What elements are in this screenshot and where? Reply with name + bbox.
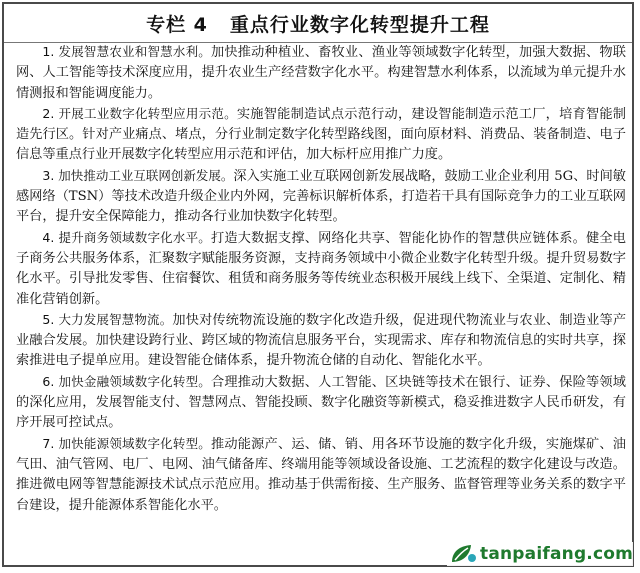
paragraph-finance <box>16 372 626 434</box>
column-header <box>4 4 632 43</box>
paragraph-lead: 2. 开展工业数字化转型应用示范。 <box>42 105 237 121</box>
column-label: 专栏 4 <box>146 13 208 36</box>
paragraph-logistics <box>16 310 626 372</box>
paragraph-lead: 7. 加快能源领域数字化转型。 <box>42 435 211 451</box>
paragraph-lead: 5. 大力发展智慧物流。 <box>42 311 173 327</box>
paragraph-text: 打造大数据支撑、网络化共享、智能化协作的智慧供应链体系。健全电子商务公共服务体系，汇聚数字赋能服务资源，支持商务领域中小微企业数字化转型升级。提升贸易数字化水平。引导批发零售、住宿餐饮、租赁和商务服务等传统业态积极开展线上线下、全渠道、定制化、精准化营销创新。 <box>16 230 626 307</box>
paragraph-text: 推动能源产、运、储、销、用各环节设施的数字化升级，实施煤矿、油气田、油气管网、电厂、电网、油气储备库、终端用能等领域设备设施、工艺流程的数字化建设与改造。推进微电网等智慧能源技术试点示范应用。推动基于供需衔接、生产服务、监督管理等业务关系的数字平台建设，提升能源体系智能化水平。 <box>16 436 626 513</box>
paragraph-text: 实施智能制造试点示范行动，建设智能制造示范工厂，培育智能制造先行区。针对产业痛点、堵点，分行业制定数字化转型路线图，面向原材料、消费品、装备制造、电子信息等重点行业开展数字化转型应用示范和评估，加大标杆应用推广力度。 <box>16 106 626 163</box>
watermark-text: tanpaifang.com <box>480 544 634 564</box>
paragraph-lead: 4. 提升商务领域数字化水平。 <box>42 229 211 245</box>
column-title: 重点行业数字化转型提升工程 <box>229 13 490 36</box>
column-content <box>16 42 626 516</box>
paragraph-lead: 3. 加快推动工业互联网创新发展。 <box>42 167 234 183</box>
paragraph-energy <box>16 434 626 516</box>
paragraph-text: 合理推动大数据、人工智能、区块链等技术在银行、证券、保险等领域的深化应用，发展智能支付、智慧网点、智能投顾、数字化融资等新模式，稳妥推进数字人民币研发，有序开展可控试点。 <box>16 374 626 431</box>
paragraph-commerce <box>16 228 626 310</box>
leaf-logo-icon <box>449 543 477 565</box>
paragraph-text: 加快推动种植业、畜牧业、渔业等领域数字化转型，加强大数据、物联网、人工智能等技术深度应用，提升农业生产经营数字化水平。构建智慧水利体系，以流域为单元提升水情测报和智能调度能力。 <box>16 45 626 101</box>
paragraph-industrial-internet <box>16 166 626 228</box>
paragraph-lead: 1. 发展智慧农业和智慧水利。 <box>42 44 211 59</box>
paragraph-industry <box>16 104 626 166</box>
paragraph-text: 深入实施工业互联网创新发展战略，鼓励工业企业利用 5G、时间敏感网络（TSN）等技术改造升级企业内外网，完善标识解析体系，打造若干具有国际竞争力的工业互联网平台，提升安全保障能力，推动各行业加快数字化转型。 <box>16 168 626 225</box>
paragraph-agriculture <box>16 42 626 104</box>
paragraph-text: 加快对传统物流设施的数字化改造升级，促进现代物流业与农业、制造业等产业融合发展。加快建设跨行业、跨区域的物流信息服务平台，实现需求、库存和物流信息的实时共享，探索推进电子提单应用。建设智能仓储体系，提升物流仓储的自动化、智能化水平。 <box>16 312 627 369</box>
site-watermark <box>447 542 633 566</box>
paragraph-lead: 6. 加快金融领域数字化转型。 <box>42 373 211 389</box>
